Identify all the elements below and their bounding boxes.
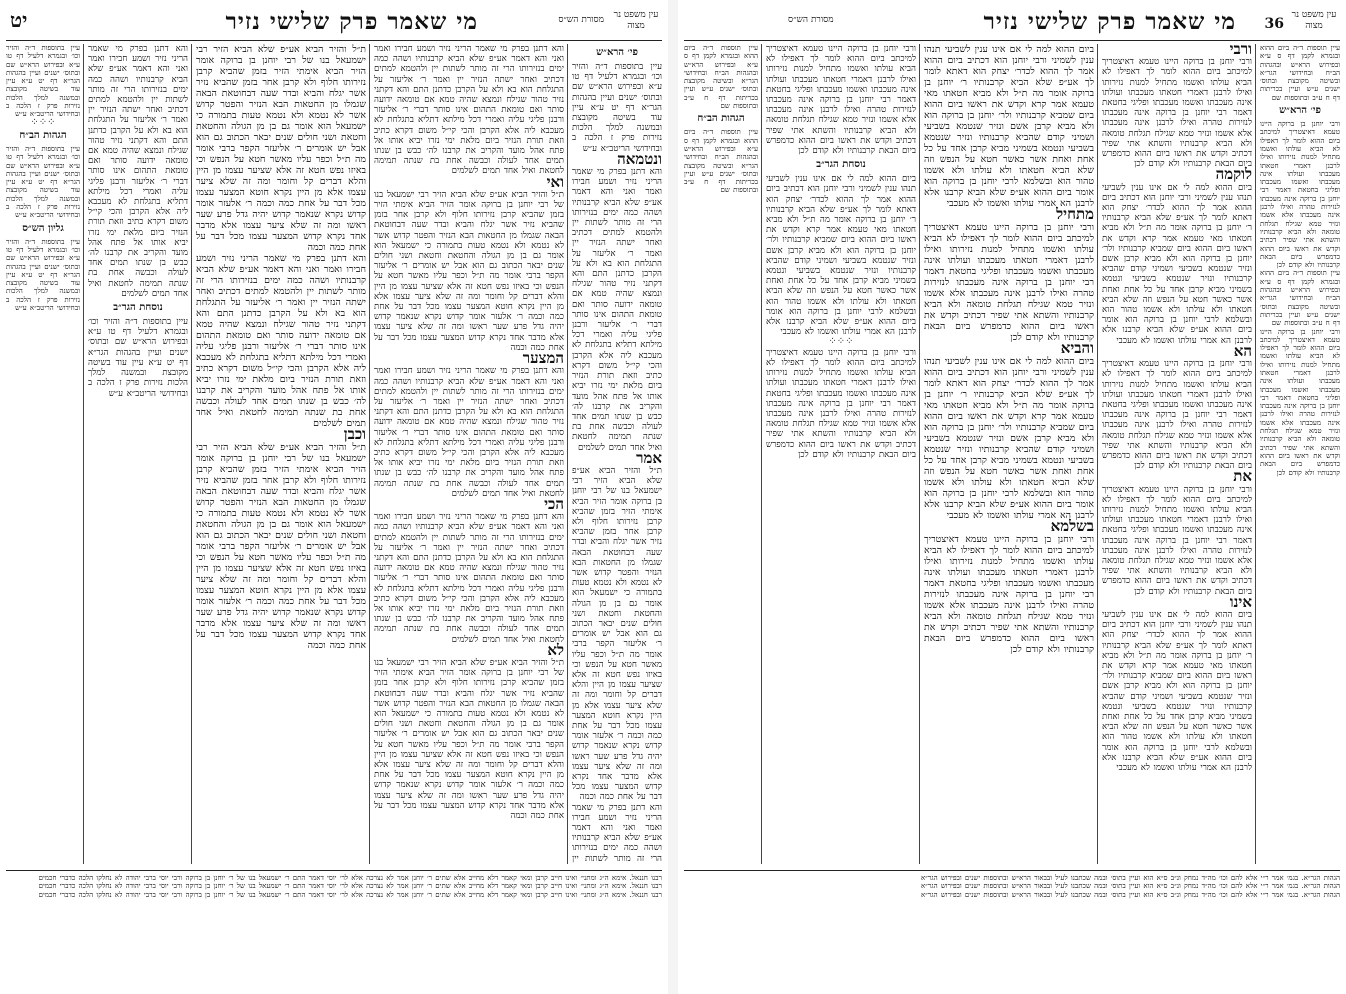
right-big-word-3: הא (1233, 341, 1252, 360)
right-small-label: מסורת הש״ס (788, 15, 834, 25)
left-page (0, 0, 668, 994)
left-section-head-4: גליון הש״ס (22, 222, 64, 234)
right-gemara-column (924, 44, 1094, 864)
left-footer-text-3: רבנו חננאל. אימא ה״ג ומתני׳ ואינו חייב קרבן ומאי קאמר דלא מחייב אלא שתים ר׳ יוחנן אמר לא נצרכה אלא לר׳ יוסי דאמר התם ר׳ ישמעאל בנו של ר׳ יוחנן בן ברוקה ורבי יוסי ברבי יהודה לא נחלקו הלכה כדברי חכמים (38, 890, 662, 899)
left-big-word-7: המצער (522, 349, 564, 368)
left-section-head-1: פי׳ הרא״ש (596, 47, 638, 58)
left-gemara-text-main-2: והא דתנן בפרק מי שאמר הריני נזיר ושמע חבירו ואמר ואני והא דאמר אע״פ שלא הביא קרבנותיו ושהה כמה ימים בנזירותו הרי זה מותר לשתות יין ולהטמא למתים דכתיב ואחר ישתה הנזיר יין ואמר ר׳ אליעזר על התגלחת הוא בא ולא על הקרבן כדתנן התם והא דקתני נזיר טהור שגילח ונמצא שהיה טמא אם טומאה ידועה סותר ואם טומאת התהום אינו סותר דברי ר׳ אליעזר ורבנן פליגי עליה ואמרי דכל מילתא דתליא בתגלחת לא מעכבא ליה אלא הקרבן והכי קי״ל משום דקרא כתיב וזאת תורת הנזיר ביום מלאת ימי נזרו יביא אותו אל פתח אהל מועד והקריב את קרבנו לה׳ כבש בן שנתו תמים אחד לעולה וכבשה אחת בת שנתה תמימה לחטאת ואיל אחד תמים לשלמים (196, 253, 366, 429)
left-corner-label: עין משפט נר מצוה (613, 10, 659, 31)
right-commentary-text-a: ורבי יוחנן בן ברוקה היינו טעמא דאיצטריך למיכתב ביום ההוא לומר לך דאפילו לא הביא עולתו ואשמו מתחיל למנות נזירותו ואילו לרבנן דאמרי חטאתו מעכבתו ועולתו אינה מעכבתו ואשמו מעכבתו ופליגי בחטאת דאמר רבי יוחנן בן ברוקה אינה מעכבתו לנזירות טהרה ואילו לרבנן אינה מעכבתו אלא אשמו ונזיר טמא שגילח תגלחת טומאה ולא הביא קרבנותיו והשתא אתי שפיר דכתיב וקדש את ראשו ביום ההוא כדמפרש ביום הבאת קרבנותיו ולא קודם לכן (1102, 57, 1252, 170)
right-margin-text-2: ורבי יוחנן בן ברוקה היינו טעמא דאיצטריך למיכתב ביום ההוא לומר לך דאפילו לא הביא עולתו ואשמו מתחיל למנות נזירותו ואילו לרבנן דאמרי חטאתו מעכבתו ועולתו אינה מעכבתו ואשמו מעכבתו ופליגי בחטאת דאמר רבי יוחנן בן ברוקה אינה מעכבתו לנזירות טהרה ואילו לרבנן אינה מעכבתו אלא אשמו ונזיר טמא שגילח תגלחת טומאה ולא הביא קרבנותיו והשתא אתי שפיר דכתיב וקדש את ראשו ביום ההוא כדמפרש ביום הבאת קרבנותיו ולא קודם לכן (1260, 120, 1340, 270)
right-commentary-text-b: ביום ההוא למה לי אם אינו ענין לשביעי תנהו ענין לשמיני ורבי יוחנן הוא דכתיב ביום ההוא אמר לך ההוא לכדר׳ יצחק הוא דאתא לומר לך אע״פ שלא הביא קרבנותיו ר׳ יוחנן בן ברוקה אומר מה ת״ל ולא מביא חטאתו מאי טעמא אמר קרא וקדש את ראשו ביום ההוא ביום שמביא קרבנותיו ולר׳ יוחנן בן ברוקה הוא ולא מביא קרבן אשם ונזיר שנטמא בשביעי ושמיני קודם שהביא קרבנותיו ונזיר שנטמא בשביעי ונטמא בשמיני מביא קרבן אחד על כל אחת ואחת אשר כאשר חטא על הנפש וזה שלא הביא חטאתו ולא עולתו ולא אשמו טהור הוא ובשלמא לרבי יוחנן בן ברוקה הוא אומר ביום ההוא אע״פ שלא הביא קרבנו אלא לרבנן הא אמרי עולתו ואשמו לא מעכבי (1102, 182, 1252, 346)
right-section-head-3: הגהות הב״ח (697, 113, 745, 125)
left-big-word-4: הכי (544, 494, 564, 513)
right-running-title: מי שאמר פרק שלישי נזיר (983, 8, 1236, 35)
left-gemara-text-c: ת״ל והזיר הביא אע״פ שלא הביא הזיר רבי ישמעאל בנו של רבי יוחנן בן ברוקה אומר הזיר הביא אימתי הזיר בזמן שהביא קרבן נזירותו חלוף ולא קרבן אחר בזמן שהביא נזיר אשר יגלח והביא ובדר שעה דבחוטאת הבאה שגמלו מן החטאות הבא הנזיר והפטר קדוש אשר לא נטמא ולא נטמא טעות בתמורה כי ישמעאל הוא אומר גם בן מן הגולה והחטאת וחטאת ושני חולים שנים יבאר הכתוב גם הוא אבל יש אומרים ר׳ אליעזר הקפר ברבי אומר מה ת״ל וכפר עליו מאשר חטא על הנפש וכי באיזו נפש חטא זה אלא שציער עצמו מן היין והלא דברים קל וחומר ומה זה שלא ציער עצמו אלא מן היין נקרא חוטא המצער עצמו מכל דבר על אחת כמה וכמה ר׳ אלעזר אומר קדוש נקרא שנאמר קדוש יהיה גדל פרע שער ראשו ומה זה שלא ציער עצמו אלא מדבר אחד נקרא קדוש המצער עצמו מכל דבר על אחת כמה וכמה (374, 657, 564, 822)
left-margin-text-2: עיין בתוספות ד״ה והזיר וכו׳ ובגמרא דלעיל דף טו ע״א ובפירוש הרא״ש שם ובתוס׳ ישנים ועיין בהגהות הגר״א דף יט ע״א עיין עוד בשיטה מקובצת ובמשנה למלך הלכות נזירות פרק ז הלכה ב ובחידושי הריטב״א ע״ש (6, 144, 80, 220)
left-tosafot-column (88, 44, 188, 864)
right-commentary-text-e: ביום ההוא למה לי אם אינו ענין לשביעי תנהו ענין לשמיני ורבי יוחנן הוא דכתיב ביום ההוא אמר לך ההוא לכדר׳ יצחק הוא דאתא לומר לך אע״פ שלא הביא קרבנותיו ר׳ יוחנן בן ברוקה אומר מה ת״ל ולא מביא חטאתו מאי טעמא אמר קרא וקדש את ראשו ביום ההוא ביום שמביא קרבנותיו ולר׳ יוחנן בן ברוקה הוא ולא מביא קרבן אשם ונזיר שנטמא בשביעי ושמיני קודם שהביא קרבנותיו ונזיר שנטמא בשביעי ונטמא בשמיני מביא קרבן אחד על כל אחת ואחת אשר כאשר חטא על הנפש וזה שלא הביא חטאתו ולא עולתו ולא אשמו טהור הוא ובשלמא לרבי יוחנן בן ברוקה הוא אומר ביום ההוא אע״פ שלא הביא קרבנו אלא לרבנן הא אמרי עולתו ואשמו לא מעכבי (1102, 609, 1252, 774)
right-page-header (678, 8, 1346, 38)
right-inner-margin-text-2: עיין תוספות ד״ה ביום ההוא ובגמרא לקמן דף ס ע״א ובפירוש הרא״ש ובהגהות הב״ח ובחידושי הגר״א ובשיטה מקובצת ובתוס׳ ישנים ע״ש ועיין בכריתות דף ח ע״ב ובתוספות שם (684, 128, 758, 195)
left-commentary-text-c: והא דתנן בפרק מי שאמר הריני נזיר ושמע חבירו ואמר ואני והא דאמר אע״פ שלא הביא קרבנותיו ושהה כמה ימים בנזירותו הרי זה מותר לשתות יין ולהטמא למתים דכתיב ואחר ישתה הנזיר יין ואמר ר׳ אליעזר על התגלחת הוא בא ולא על הקרבן כדתנן התם והא דקתני נזיר טהור שגילח ונמצא שהיה טמא אם טומאה ידועה סותר ואם טומאת התהום אינו סותר דברי ר׳ אליעזר ורבנן פליגי עליה ואמרי דכל מילתא דתליא בתגלחת לא מעכבא ליה אלא הקרבן והכי קי״ל משום דקרא כתיב וזאת תורת הנזיר ביום מלאת ימי נזרו יביא אותו אל פתח אהל מועד והקריב את קרבנו לה׳ כבש בן שנתו תמים אחד לעולה וכבשה אחת בת שנתה תמימה לחטאת ואיל אחד תמים לשלמים (374, 44, 564, 177)
right-footer-text-3: הגהות הגר״א. בגמ׳ אמר ר״י אלא להם וכו׳ מה״ד נמחק ונ״ב ס״א הוא ועיין בתוס׳ ובמה שכתבנו לעיל ובבאור הרא״ש ובתוספות ישנים ובפירוש הגר״א (920, 890, 1340, 899)
left-divider-4 (83, 44, 84, 864)
left-divider-2 (369, 44, 370, 864)
left-gemara-text-main-3: ת״ל והזיר הביא אע״פ שלא הביא הזיר רבי ישמעאל בנו של רבי יוחנן בן ברוקה אומר הזיר הביא אימתי הזיר בזמן שהביא קרבן נזירותו חלוף ולא קרבן אחר בזמן שהביא נזיר אשר יגלח והביא ובדר שעה דבחוטאת הבאה שגמלו מן החטאות הבא הנזיר והפטר קדוש אשר לא נטמא ולא נטמא טעות בתמורה כי ישמעאל הוא אומר גם בן מן הגולה והחטאת וחטאת ושני חולים שנים יבאר הכתוב גם הוא אבל יש אומרים ר׳ אליעזר הקפר ברבי אומר מה ת״ל וכפר עליו מאשר חטא על הנפש וכי באיזו נפש חטא זה אלא שציער עצמו מן היין והלא דברים קל וחומר ומה זה שלא ציער עצמו אלא מן היין נקרא חוטא המצער עצמו מכל דבר על אחת כמה וכמה ר׳ אלעזר אומר קדוש נקרא שנאמר קדוש יהיה גדל פרע שער ראשו ומה זה שלא ציער עצמו אלא מדבר אחד נקרא קדוש המצער עצמו מכל דבר על אחת כמה וכמה (196, 442, 366, 651)
left-footer (6, 874, 662, 984)
left-commentary-text-b: והא דתנן בפרק מי שאמר הריני נזיר ושמע חבירו ואמר ואני והא דאמר אע״פ שלא הביא קרבנותיו ושהה כמה ימים בנזירותו הרי זה מותר לשתות יין (572, 802, 662, 864)
right-big-word-1: ורבי (1229, 44, 1252, 58)
left-margin-text-3: עיין בתוספות ד״ה והזיר וכו׳ ובגמרא דלעיל דף טו ע״א ובפירוש הרא״ש שם ובתוס׳ ישנים ועיין בהגהות הגר״א דף יט ע״א עיין עוד בשיטה מקובצת ובמשנה למלך הלכות נזירות פרק ז הלכה ב ובחידושי הריטב״א ע״ש (6, 237, 80, 313)
left-ornament: ⁘⁘⁘ (30, 116, 56, 128)
left-side-marker: יט (10, 8, 28, 32)
left-header-rule (6, 40, 662, 41)
right-big-word-5: אינו (1229, 592, 1252, 611)
left-big-word-2: אמר (636, 448, 662, 467)
right-tosafot-text: ורבי יוחנן בן ברוקה היינו טעמא דאיצטריך למיכתב ביום ההוא לומר לך דאפילו לא הביא עולתו ואשמו מתחיל למנות נזירותו ואילו לרבנן דאמרי חטאתו מעכבתו ועולתו אינה מעכבתו ואשמו מעכבתו ופליגי בחטאת דאמר רבי יוחנן בן ברוקה אינה מעכבתו לנזירות טהרה ואילו לרבנן אינה מעכבתו אלא אשמו ונזיר טמא שגילח תגלחת טומאה ולא הביא קרבנותיו והשתא אתי שפיר דכתיב וקדש את ראשו ביום ההוא כדמפרש ביום הבאת קרבנותיו ולא קודם לכן (766, 44, 916, 157)
left-margin-text: עיין בתוספות ד״ה והזיר וכו׳ ובגמרא דלעיל דף טו ע״א ובפירוש הרא״ש שם ובתוס׳ ישנים ועיין בהגהות הגר״א דף יט ע״א עיין עוד בשיטה מקובצת ובמשנה למלך הלכות נזירות פרק ז הלכה ב ובחידושי הריטב״א ע״ש (6, 44, 80, 119)
left-section-head-2: נוסחת הגר״ב (113, 302, 163, 314)
right-divider-2 (1097, 44, 1098, 864)
left-big-word-1: ונטמאה (617, 149, 662, 168)
right-divider-4 (761, 44, 762, 864)
left-notes-column (572, 44, 662, 864)
right-ornament: ⁘⁘⁘ (828, 336, 854, 348)
left-commentary-text-d: והא דתנן בפרק מי שאמר הריני נזיר ושמע חבירו ואמר ואני והא דאמר אע״פ שלא הביא קרבנותיו ושהה כמה ימים בנזירותו הרי זה מותר לשתות יין ולהטמא למתים דכתיב ואחר ישתה הנזיר יין ואמר ר׳ אליעזר על התגלחת הוא בא ולא על הקרבן כדתנן התם והא דקתני נזיר טהור שגילח ונמצא שהיה טמא אם טומאה ידועה סותר ואם טומאת התהום אינו סותר דברי ר׳ אליעזר ורבנן פליגי עליה ואמרי דכל מילתא דתליא בתגלחת לא מעכבא ליה אלא הקרבן והכי קי״ל משום דקרא כתיב וזאת תורת הנזיר ביום מלאת ימי נזרו יביא אותו אל פתח אהל מועד והקריב את קרבנו לה׳ כבש בן שנתו תמים אחד לעולה וכבשה אחת בת שנתה תמימה לחטאת ואיל אחד תמים לשלמים (374, 366, 564, 499)
right-inner-margin-text: עיין תוספות ד״ה ביום ההוא ובגמרא לקמן דף ס ע״א ובפירוש הרא״ש ובהגהות הב״ח ובחידושי הגר״א ובשיטה מקובצת ובתוס׳ ישנים ע״ש ועיין בכריתות דף ח ע״ב ובתוספות שם (684, 44, 758, 111)
right-margin-text-3: עיין תוספות ד״ה ביום ההוא ובגמרא לקמן דף ס ע״א ובפירוש הרא״ש ובהגהות הב״ח ובחידושי הגר״א ובשיטה מקובצת ובתוס׳ ישנים ע״ש ועיין בכריתות דף ח ע״ב ובתוספות שם (1260, 269, 1340, 328)
right-divider-3 (919, 44, 920, 864)
left-tosafot-text-2: עיין בתוספות ד״ה והזיר וכו׳ ובגמרא דלעיל דף טו ע״א ובפירוש הרא״ש שם ובתוס׳ ישנים ועיין בהגהות הגר״א דף יט ע״א עיין עוד בשיטה מקובצת ובמשנה למלך הלכות נזירות פרק ז הלכה ב ובחידושי הריטב״א ע״ש (88, 317, 188, 399)
left-running-title: מי שאמר פרק שלישי נזיר (225, 8, 478, 35)
right-commentary-column (1102, 44, 1252, 864)
left-commentary-column (374, 44, 564, 864)
right-inner-margin-column (684, 44, 758, 864)
right-footer-rule (684, 870, 1340, 871)
right-section-head-1: פי׳ הרא״ש (1279, 105, 1321, 117)
left-big-word-5: וכבן (343, 425, 366, 443)
left-commentary-text-e: והא דתנן בפרק מי שאמר הריני נזיר ושמע חבירו ואמר ואני והא דאמר אע״פ שלא הביא קרבנותיו ושהה כמה ימים בנזירותו הרי זה מותר לשתות יין ולהטמא למתים דכתיב ואחר ישתה הנזיר יין ואמר ר׳ אליעזר על התגלחת הוא בא ולא על הקרבן כדתנן התם והא דקתני נזיר טהור שגילח ונמצא שהיה טמא אם טומאה ידועה סותר ואם טומאת התהום אינו סותר דברי ר׳ אליעזר ורבנן פליגי עליה ואמרי דכל מילתא דתליא בתגלחת לא מעכבא ליה אלא הקרבן והכי קי״ל משום דקרא כתיב וזאת תורת הנזיר ביום מלאת ימי נזרו יביא אותו אל פתח אהל מועד והקריב את קרבנו לה׳ כבש בן שנתו תמים אחד לעולה וכבשה אחת בת שנתה תמימה לחטאת ואיל אחד תמים לשלמים (374, 512, 564, 645)
right-header-rule (684, 40, 1340, 41)
left-margin-column (6, 44, 80, 864)
left-big-word-3: ואי (546, 172, 564, 191)
left-gemara-text-b: ת״ל והזיר הביא אע״פ שלא הביא הזיר רבי ישמעאל בנו של רבי יוחנן בן ברוקה אומר הזיר הביא אימתי הזיר בזמן שהביא קרבן נזירותו חלוף ולא קרבן אחר בזמן שהביא נזיר אשר יגלח והביא ובדר שעה דבחוטאת הבאה שגמלו מן החטאות הבא הנזיר והפטר קדוש אשר לא נטמא ולא נטמא טעות בתמורה כי ישמעאל הוא אומר גם בן מן הגולה והחטאת וחטאת ושני חולים שנים יבאר הכתוב גם הוא אבל יש אומרים ר׳ אליעזר הקפר ברבי אומר מה ת״ל וכפר עליו מאשר חטא על הנפש וכי באיזו נפש חטא זה אלא שציער עצמו מן היין והלא דברים קל וחומר ומה זה שלא ציער עצמו אלא מן היין נקרא חוטא המצער עצמו מכל דבר על אחת כמה וכמה ר׳ אלעזר אומר קדוש נקרא שנאמר קדוש יהיה גדל פרע שער ראשו ומה זה שלא ציער עצמו אלא מדבר אחד נקרא קדוש המצער עצמו מכל דבר על אחת כמה וכמה (374, 189, 564, 353)
left-big-word-6: לא (547, 640, 564, 659)
right-divider-1 (1255, 44, 1256, 864)
right-big-word-4: את (1233, 467, 1252, 486)
left-gemara-text-a: ת״ל והזיר הביא אע״פ שלא הביא הזיר רבי ישמעאל בנו של רבי יוחנן בן ברוקה אומר הזיר הביא אימתי הזיר בזמן שהביא קרבן נזירותו חלוף ולא קרבן אחר בזמן שהביא נזיר אשר יגלח והביא ובדר שעה דבחוטאת הבאה שגמלו מן החטאות הבא הנזיר והפטר קדוש אשר לא נטמא ולא נטמא טעות בתמורה כי ישמעאל הוא אומר גם בן מן הגולה והחטאת וחטאת ושני חולים שנים יבאר הכתוב גם הוא אבל יש אומרים ר׳ אליעזר הקפר ברבי אומר מה ת״ל וכפר עליו מאשר חטא על הנפש וכי באיזו נפש חטא זה אלא שציער עצמו מן היין והלא דברים קל וחומר ומה זה שלא ציער עצמו אלא מן היין נקרא חוטא המצער עצמו מכל דבר על אחת כמה וכמה ר׳ אלעזר אומר קדוש נקרא שנאמר קדוש יהיה גדל פרע שער ראשו ומה זה שלא ציער עצמו אלא מדבר אחד נקרא קדוש המצער עצמו מכל דבר על אחת כמה וכמה (572, 465, 662, 803)
left-small-label: מסורת הש״ס (558, 15, 604, 25)
right-section-head-2: נוסחת הגר״ב (816, 159, 866, 171)
left-gemara-text-main: ת״ל והזיר הביא אע״פ שלא הביא הזיר רבי ישמעאל בנו של רבי יוחנן בן ברוקה אומר הזיר הביא אימתי הזיר בזמן שהביא קרבן נזירותו חלוף ולא קרבן אחר בזמן שהביא נזיר אשר יגלח והביא ובדר שעה דבחוטאת הבאה שגמלו מן החטאות הבא הנזיר והפטר קדוש אשר לא נטמא ולא נטמא טעות בתמורה כי ישמעאל הוא אומר גם בן מן הגולה והחטאת וחטאת ושני חולים שנים יבאר הכתוב גם הוא אבל יש אומרים ר׳ אליעזר הקפר ברבי אומר מה ת״ל וכפר עליו מאשר חטא על הנפש וכי באיזו נפש חטא זה אלא שציער עצמו מן היין והלא דברים קל וחומר ומה זה שלא ציער עצמו אלא מן היין נקרא חוטא המצער עצמו מכל דבר על אחת כמה וכמה ר׳ אלעזר אומר קדוש נקרא שנאמר קדוש יהיה גדל פרע שער ראשו ומה זה שלא ציער עצמו אלא מדבר אחד נקרא קדוש המצער עצמו מכל דבר על אחת כמה וכמה (196, 44, 366, 253)
right-tosafot-text-2: ביום ההוא למה לי אם אינו ענין לשביעי תנהו ענין לשמיני ורבי יוחנן הוא דכתיב ביום ההוא אמר לך ההוא לכדר׳ יצחק הוא דאתא לומר לך אע״פ שלא הביא קרבנותיו ר׳ יוחנן בן ברוקה אומר מה ת״ל ולא מביא חטאתו מאי טעמא אמר קרא וקדש את ראשו ביום ההוא ביום שמביא קרבנותיו ולר׳ יוחנן בן ברוקה הוא ולא מביא קרבן אשם ונזיר שנטמא בשביעי ושמיני קודם שהביא קרבנותיו ונזיר שנטמא בשביעי ונטמא בשמיני מביא קרבן אחד על כל אחת ואחת אשר כאשר חטא על הנפש וזה שלא הביא חטאתו ולא עולתו ולא אשמו טהור הוא ובשלמא לרבי יוחנן בן ברוקה הוא אומר ביום ההוא אע״פ שלא הביא קרבנו אלא לרבנן הא אמרי עולתו ואשמו לא מעכבי (766, 174, 916, 338)
right-tosafot-column (766, 44, 916, 864)
right-tosafot-text-3: ורבי יוחנן בן ברוקה היינו טעמא דאיצטריך למיכתב ביום ההוא לומר לך דאפילו לא הביא עולתו ואשמו מתחיל למנות נזירותו ואילו לרבנן דאמרי חטאתו מעכבתו ועולתו אינה מעכבתו ואשמו מעכבתו ופליגי בחטאת דאמר רבי יוחנן בן ברוקה אינה מעכבתו לנזירות טהרה ואילו לרבנן אינה מעכבתו אלא אשמו ונזיר טמא שגילח תגלחת טומאה ולא הביא קרבנותיו והשתא אתי שפיר דכתיב וקדש את ראשו ביום ההוא כדמפרש ביום הבאת קרבנותיו ולא קודם לכן (766, 347, 916, 460)
right-margin-text: עיין תוספות ד״ה ביום ההוא ובגמרא לקמן דף ס ע״א ובפירוש הרא״ש ובהגהות הב״ח ובחידושי הגר״א ובשיטה מקובצת ובתוס׳ ישנים ע״ש ועיין בכריתות דף ח ע״ב ובתוספות שם (1260, 44, 1340, 102)
right-big-word-8: בשלמא (1050, 517, 1094, 535)
left-commentary-text-a: והא דתנן בפרק מי שאמר הריני נזיר ושמע חבירו ואמר ואני והא דאמר אע״פ שלא הביא קרבנותיו ושהה כמה ימים בנזירותו הרי זה מותר לשתות יין ולהטמא למתים דכתיב ואחר ישתה הנזיר יין ואמר ר׳ אליעזר על התגלחת הוא בא ולא על הקרבן כדתנן התם והא דקתני נזיר טהור שגילח ונמצא שהיה טמא אם טומאה ידועה סותר ואם טומאת התהום אינו סותר דברי ר׳ אליעזר ורבנן פליגי עליה ואמרי דכל מילתא דתליא בתגלחת לא מעכבא ליה אלא הקרבן והכי קי״ל משום דקרא כתיב וזאת תורת הנזיר ביום מלאת ימי נזרו יביא אותו אל פתח אהל מועד והקריב את קרבנו לה׳ כבש בן שנתו תמים אחד לעולה וכבשה אחת בת שנתה תמימה לחטאת ואיל אחד תמים לשלמים (572, 167, 662, 453)
left-section-head-3: הגהות הב״ח (19, 129, 67, 141)
right-footer-text-2: הגהות הגר״א. בגמ׳ אמר ר״י אלא להם וכו׳ מה״ד נמחק ונ״ב ס״א הוא ועיין בתוס׳ ובמה שכתבנו לעיל ובבאור הרא״ש ובתוספות ישנים ובפירוש הגר״א (920, 882, 1340, 891)
right-gemara-text-main-3: ביום ההוא למה לי אם אינו ענין לשביעי תנהו ענין לשמיני ורבי יוחנן הוא דכתיב ביום ההוא אמר לך ההוא לכדר׳ יצחק הוא דאתא לומר לך אע״פ שלא הביא קרבנותיו ר׳ יוחנן בן ברוקה אומר מה ת״ל ולא מביא חטאתו מאי טעמא אמר קרא וקדש את ראשו ביום ההוא ביום שמביא קרבנותיו ולר׳ יוחנן בן ברוקה הוא ולא מביא קרבן אשם ונזיר שנטמא בשביעי ושמיני קודם שהביא קרבנותיו ונזיר שנטמא בשביעי ונטמא בשמיני מביא קרבן אחד על כל אחת ואחת אשר כאשר חטא על הנפש וזה שלא הביא חטאתו ולא עולתו ולא אשמו טהור הוא ובשלמא לרבי יוחנן בן ברוקה הוא אומר ביום ההוא אע״פ שלא הביא קרבנו אלא לרבנן הא אמרי עולתו ואשמו לא מעכבי (924, 356, 1094, 521)
right-gemara-text-main-4: ורבי יוחנן בן ברוקה היינו טעמא דאיצטריך למיכתב ביום ההוא לומר לך דאפילו לא הביא עולתו ואשמו מתחיל למנות נזירותו ואילו לרבנן דאמרי חטאתו מעכבתו ועולתו אינה מעכבתו ואשמו מעכבתו ופליגי בחטאת דאמר רבי יוחנן בן ברוקה אינה מעכבתו לנזירות טהרה ואילו לרבנן אינה מעכבתו אלא אשמו ונזיר טמא שגילח תגלחת טומאה ולא הביא קרבנותיו והשתא אתי שפיר דכתיב וקדש את ראשו ביום ההוא כדמפרש ביום הבאת קרבנותיו ולא קודם לכן (924, 534, 1094, 655)
right-footer (684, 874, 1340, 984)
right-big-word-6: מתחיל (1056, 205, 1094, 223)
right-footer-text: הגהות הגר״א. בגמ׳ אמר ר״י אלא להם וכו׳ מה״ד נמחק ונ״ב ס״א הוא ועיין בתוס׳ ובמה שכתבנו לעיל ובבאור הרא״ש ובתוספות ישנים ובפירוש הגר״א (920, 874, 1340, 882)
left-notes-text: עיין בתוספות ד״ה והזיר וכו׳ ובגמרא דלעיל דף טו ע״א ובפירוש הרא״ש שם ובתוס׳ ישנים ועיין בהגהות הגר״א דף יט ע״א עיין עוד בשיטה מקובצת ובמשנה למלך הלכות נזירות פרק ז הלכה ב ובחידושי הריטב״א ע״ש (572, 62, 662, 154)
right-gemara-text-main: ביום ההוא למה לי אם אינו ענין לשביעי תנהו ענין לשמיני ורבי יוחנן הוא דכתיב ביום ההוא אמר לך ההוא לכדר׳ יצחק הוא דאתא לומר לך אע״פ שלא הביא קרבנותיו ר׳ יוחנן בן ברוקה אומר מה ת״ל ולא מביא חטאתו מאי טעמא אמר קרא וקדש את ראשו ביום ההוא ביום שמביא קרבנותיו ולר׳ יוחנן בן ברוקה הוא ולא מביא קרבן אשם ונזיר שנטמא בשביעי ושמיני קודם שהביא קרבנותיו ונזיר שנטמא בשביעי ונטמא בשמיני מביא קרבן אחד על כל אחת ואחת אשר כאשר חטא על הנפש וזה שלא הביא חטאתו ולא עולתו ולא אשמו טהור הוא ובשלמא לרבי יוחנן בן ברוקה הוא אומר ביום ההוא אע״פ שלא הביא קרבנו אלא לרבנן הא אמרי עולתו ואשמו לא מעכבי (924, 44, 1094, 209)
left-footer-text-2: רבנו חננאל. אימא ה״ג ומתני׳ ואינו חייב קרבן ומאי קאמר דלא מחייב אלא שתים ר׳ יוחנן אמר לא נצרכה אלא לר׳ יוסי דאמר התם ר׳ ישמעאל בנו של ר׳ יוחנן בן ברוקה ורבי יוסי ברבי יהודה לא נחלקו הלכה כדברי חכמים (38, 882, 662, 891)
left-divider-1 (567, 44, 568, 864)
right-margin-text-4: ורבי יוחנן בן ברוקה היינו טעמא דאיצטריך למיכתב ביום ההוא לומר לך דאפילו לא הביא עולתו ואשמו מתחיל למנות נזירותו ואילו לרבנן דאמרי חטאתו מעכבתו ועולתו אינה מעכבתו ואשמו מעכבתו ופליגי בחטאת דאמר רבי יוחנן בן ברוקה אינה מעכבתו לנזירות טהרה ואילו לרבנן אינה מעכבתו אלא אשמו ונזיר טמא שגילח תגלחת טומאה ולא הביא קרבנותיו והשתא אתי שפיר דכתיב וקדש את ראשו ביום ההוא כדמפרש ביום הבאת קרבנותיו ולא קודם לכן (1260, 327, 1340, 477)
book-gutter (668, 0, 678, 994)
left-footer-text: רבנו חננאל. אימא ה״ג ומתני׳ ואינו חייב קרבן ומאי קאמר דלא מחייב אלא שתים ר׳ יוחנן אמר לא נצרכה אלא לר׳ יוסי דאמר התם ר׳ ישמעאל בנו של ר׳ יוחנן בן ברוקה ורבי יוסי ברבי יהודה לא נחלקו הלכה כדברי חכמים (38, 874, 662, 882)
right-commentary-text-c: ורבי יוחנן בן ברוקה היינו טעמא דאיצטריך למיכתב ביום ההוא לומר לך דאפילו לא הביא עולתו ואשמו מתחיל למנות נזירותו ואילו לרבנן דאמרי חטאתו מעכבתו ועולתו אינה מעכבתו ואשמו מעכבתו ופליגי בחטאת דאמר רבי יוחנן בן ברוקה אינה מעכבתו לנזירות טהרה ואילו לרבנן אינה מעכבתו אלא אשמו ונזיר טמא שגילח תגלחת טומאה ולא הביא קרבנותיו והשתא אתי שפיר דכתיב וקדש את ראשו ביום ההוא כדמפרש ביום הבאת קרבנותיו ולא קודם לכן (1102, 359, 1252, 472)
right-page (678, 0, 1346, 994)
left-divider-3 (191, 44, 192, 864)
left-tosafot-text: והא דתנן בפרק מי שאמר הריני נזיר ושמע חבירו ואמר ואני והא דאמר אע״פ שלא הביא קרבנותיו ושהה כמה ימים בנזירותו הרי זה מותר לשתות יין ולהטמא למתים דכתיב ואחר ישתה הנזיר יין ואמר ר׳ אליעזר על התגלחת הוא בא ולא על הקרבן כדתנן התם והא דקתני נזיר טהור שגילח ונמצא שהיה טמא אם טומאה ידועה סותר ואם טומאת התהום אינו סותר דברי ר׳ אליעזר ורבנן פליגי עליה ואמרי דכל מילתא דתליא בתגלחת לא מעכבא ליה אלא הקרבן והכי קי״ל משום דקרא כתיב וזאת תורת הנזיר ביום מלאת ימי נזרו יביא אותו אל פתח אהל מועד והקריב את קרבנו לה׳ כבש בן שנתו תמים אחד לעולה וכבשה אחת בת שנתה תמימה לחטאת ואיל אחד תמים לשלמים (88, 44, 188, 299)
right-margin-column (1260, 44, 1340, 864)
left-footer-rule (6, 870, 662, 871)
right-big-word-7: והביא (1060, 339, 1094, 357)
right-page-number: 36 (1264, 16, 1284, 32)
right-corner-label: עין משפט נר מצוה (1291, 10, 1337, 31)
right-commentary-text-d: ורבי יוחנן בן ברוקה היינו טעמא דאיצטריך למיכתב ביום ההוא לומר לך דאפילו לא הביא עולתו ואשמו מתחיל למנות נזירותו ואילו לרבנן דאמרי חטאתו מעכבתו ועולתו אינה מעכבתו ואשמו מעכבתו ופליגי בחטאת דאמר רבי יוחנן בן ברוקה אינה מעכבתו לנזירות טהרה ואילו לרבנן אינה מעכבתו אלא אשמו ונזיר טמא שגילח תגלחת טומאה ולא הביא קרבנותיו והשתא אתי שפיר דכתיב וקדש את ראשו ביום ההוא כדמפרש ביום הבאת קרבנותיו ולא קודם לכן (1102, 484, 1252, 597)
left-page-header (0, 8, 668, 38)
right-big-word-2: לוקמה (1215, 165, 1252, 184)
right-gemara-text-main-2: ורבי יוחנן בן ברוקה היינו טעמא דאיצטריך למיכתב ביום ההוא לומר לך דאפילו לא הביא עולתו ואשמו מתחיל למנות נזירותו ואילו לרבנן דאמרי חטאתו מעכבתו ועולתו אינה מעכבתו ואשמו מעכבתו ופליגי בחטאת דאמר רבי יוחנן בן ברוקה אינה מעכבתו לנזירות טהרה ואילו לרבנן אינה מעכבתו אלא אשמו ונזיר טמא שגילח תגלחת טומאה ולא הביא קרבנותיו והשתא אתי שפיר דכתיב וקדש את ראשו ביום ההוא כדמפרש ביום הבאת קרבנותיו ולא קודם לכן (924, 222, 1094, 343)
left-gemara-column (196, 44, 366, 864)
